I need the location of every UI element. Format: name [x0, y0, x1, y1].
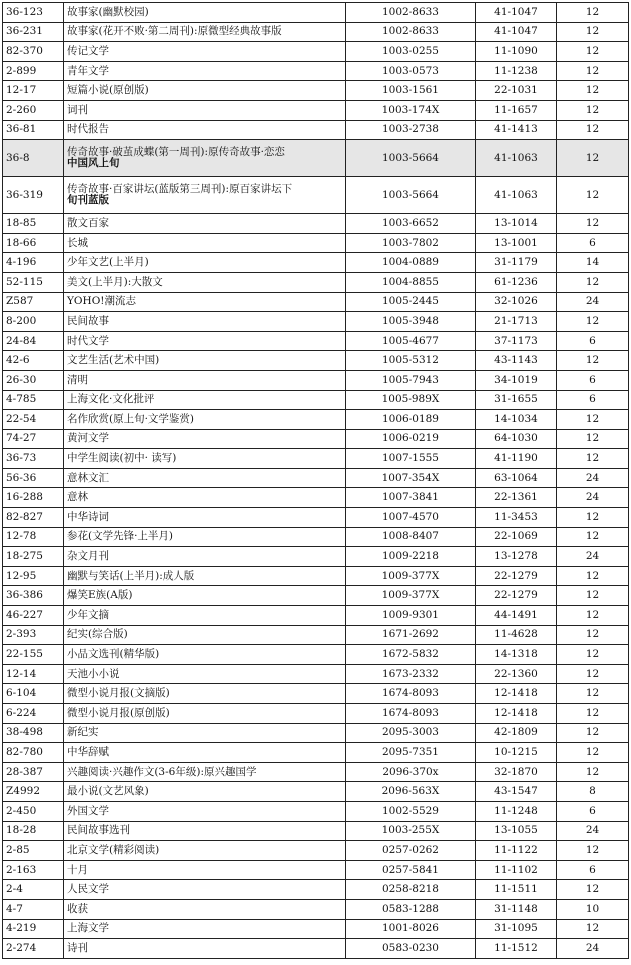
- cell-postal-code: 2-163: [3, 860, 64, 880]
- cell-frequency: 24: [557, 292, 629, 312]
- cell-postal-code: 4-785: [3, 390, 64, 410]
- cell-journal-name: 民间故事: [64, 312, 346, 332]
- cell-frequency: 12: [557, 919, 629, 939]
- cell-issn: 1007-1555: [346, 449, 476, 469]
- table-row: [3, 22, 629, 42]
- table-row: [3, 42, 629, 62]
- cell-postal-code: 2-450: [3, 801, 64, 821]
- table-row: [3, 841, 629, 861]
- cell-cn: 10-1215: [476, 743, 557, 763]
- table-row: [3, 527, 629, 547]
- cell-issn: 1009-377X: [346, 586, 476, 606]
- table-row: [3, 743, 629, 763]
- cell-postal-code: 6-104: [3, 684, 64, 704]
- table-row: [3, 782, 629, 802]
- cell-frequency: 6: [557, 390, 629, 410]
- table-row: [3, 684, 629, 704]
- cell-frequency: 8: [557, 782, 629, 802]
- cell-cn: 13-1278: [476, 547, 557, 567]
- cell-issn: 1005-7943: [346, 370, 476, 390]
- cell-frequency: 12: [557, 743, 629, 763]
- cell-cn: 12-1418: [476, 704, 557, 724]
- cell-journal-name: 青年文学: [64, 61, 346, 81]
- cell-postal-code: 22-155: [3, 645, 64, 665]
- cell-journal-name: 上海文化·文化批评: [64, 390, 346, 410]
- cell-journal-name: 故事家(幽默校园): [64, 3, 346, 23]
- cell-cn: 11-1102: [476, 860, 557, 880]
- cell-frequency: 12: [557, 429, 629, 449]
- cell-frequency: 12: [557, 762, 629, 782]
- cell-issn: 1671-2692: [346, 625, 476, 645]
- cell-frequency: 12: [557, 214, 629, 234]
- cell-journal-name: 散文百家: [64, 214, 346, 234]
- cell-cn: 11-1238: [476, 61, 557, 81]
- cell-cn: 11-3453: [476, 508, 557, 528]
- cell-issn: 1005-4677: [346, 331, 476, 351]
- cell-frequency: 6: [557, 370, 629, 390]
- cell-postal-code: 36-73: [3, 449, 64, 469]
- journal-name-line1: 传奇故事·百家讲坛(蓝版第三周刊):原百家讲坛下: [67, 183, 293, 196]
- cell-frequency: 12: [557, 704, 629, 724]
- cell-journal-name: 故事家(花开不败·第二周刊):原微型经典故事版: [64, 22, 346, 42]
- cell-journal-name: 上海文学: [64, 919, 346, 939]
- cell-issn: 2096-563X: [346, 782, 476, 802]
- cell-frequency: 10: [557, 899, 629, 919]
- cell-cn: 11-1657: [476, 100, 557, 120]
- cell-postal-code: 18-85: [3, 214, 64, 234]
- cell-issn: 1003-255X: [346, 821, 476, 841]
- journal-table: [2, 2, 629, 959]
- cell-issn: 1005-5312: [346, 351, 476, 371]
- cell-journal-name: 十月: [64, 860, 346, 880]
- cell-postal-code: 2-260: [3, 100, 64, 120]
- cell-journal-name: 人民文学: [64, 880, 346, 900]
- table-row: [3, 488, 629, 508]
- cell-postal-code: Z4992: [3, 782, 64, 802]
- cell-frequency: 12: [557, 177, 629, 214]
- cell-journal-name: 兴趣阅读·兴趣作文(3-6年级):原兴趣国学: [64, 762, 346, 782]
- cell-postal-code: 2-4: [3, 880, 64, 900]
- cell-issn: 2095-3003: [346, 723, 476, 743]
- cell-postal-code: 6-224: [3, 704, 64, 724]
- cell-issn: 1005-2445: [346, 292, 476, 312]
- journal-name-line1: 传奇故事·破茧成蝶(第一周刊):原传奇故事·恋恋: [67, 146, 285, 159]
- cell-journal-name: 微型小说月报(原创版): [64, 704, 346, 724]
- cell-cn: 22-1279: [476, 566, 557, 586]
- cell-postal-code: 74-27: [3, 429, 64, 449]
- table-row: [3, 566, 629, 586]
- table-row: [3, 100, 629, 120]
- cell-issn: 1673-2332: [346, 664, 476, 684]
- cell-issn: 1001-8026: [346, 919, 476, 939]
- cell-journal-name: 小品文选刊(精华版): [64, 645, 346, 665]
- cell-postal-code: 18-275: [3, 547, 64, 567]
- cell-issn: 1003-174X: [346, 100, 476, 120]
- cell-cn: 34-1019: [476, 370, 557, 390]
- cell-cn: 11-1511: [476, 880, 557, 900]
- cell-issn: 0583-0230: [346, 939, 476, 959]
- cell-issn: 1002-8633: [346, 22, 476, 42]
- cell-postal-code: 2-393: [3, 625, 64, 645]
- cell-issn: 1003-0573: [346, 61, 476, 81]
- cell-journal-name: 少年文艺(上半月): [64, 253, 346, 273]
- cell-issn: 1003-1561: [346, 81, 476, 101]
- cell-issn: 1007-4570: [346, 508, 476, 528]
- cell-journal-name: 少年文摘: [64, 606, 346, 626]
- table-row: [3, 253, 629, 273]
- cell-cn: 14-1034: [476, 410, 557, 430]
- cell-frequency: 6: [557, 331, 629, 351]
- table-row: [3, 292, 629, 312]
- cell-cn: 41-1047: [476, 3, 557, 23]
- cell-frequency: 12: [557, 22, 629, 42]
- cell-frequency: 14: [557, 253, 629, 273]
- cell-frequency: 12: [557, 272, 629, 292]
- table-row: [3, 860, 629, 880]
- cell-issn: 1006-0189: [346, 410, 476, 430]
- cell-frequency: 12: [557, 140, 629, 177]
- cell-cn: 11-1248: [476, 801, 557, 821]
- cell-cn: 22-1069: [476, 527, 557, 547]
- cell-postal-code: 4-219: [3, 919, 64, 939]
- cell-frequency: 12: [557, 625, 629, 645]
- cell-postal-code: 12-14: [3, 664, 64, 684]
- cell-frequency: 6: [557, 860, 629, 880]
- cell-issn: 1005-3948: [346, 312, 476, 332]
- table-row: [3, 723, 629, 743]
- cell-frequency: 12: [557, 841, 629, 861]
- cell-issn: 2096-370x: [346, 762, 476, 782]
- cell-cn: 14-1318: [476, 645, 557, 665]
- cell-issn: 1674-8093: [346, 684, 476, 704]
- cell-frequency: 12: [557, 100, 629, 120]
- cell-journal-name: 名作欣赏(原上旬·文学鉴赏): [64, 410, 346, 430]
- table-row: [3, 233, 629, 253]
- cell-frequency: 12: [557, 410, 629, 430]
- cell-journal-name: 中学生阅读(初中· 读写): [64, 449, 346, 469]
- cell-cn: 31-1148: [476, 899, 557, 919]
- cell-issn: 1004-8855: [346, 272, 476, 292]
- table-row: [3, 81, 629, 101]
- cell-journal-name: 黄河文学: [64, 429, 346, 449]
- cell-issn: 1674-8093: [346, 704, 476, 724]
- cell-postal-code: 46-227: [3, 606, 64, 626]
- cell-frequency: 12: [557, 3, 629, 23]
- cell-frequency: 12: [557, 880, 629, 900]
- table-row: [3, 625, 629, 645]
- cell-cn: 32-1870: [476, 762, 557, 782]
- cell-cn: 13-1014: [476, 214, 557, 234]
- cell-postal-code: 36-81: [3, 120, 64, 140]
- cell-cn: 64-1030: [476, 429, 557, 449]
- cell-postal-code: 12-17: [3, 81, 64, 101]
- cell-frequency: 24: [557, 547, 629, 567]
- table-row: [3, 214, 629, 234]
- cell-journal-name: 意林文汇: [64, 468, 346, 488]
- cell-frequency: 12: [557, 312, 629, 332]
- table-row: [3, 704, 629, 724]
- cell-postal-code: 36-319: [3, 177, 64, 214]
- table-row: [3, 410, 629, 430]
- cell-cn: 11-1512: [476, 939, 557, 959]
- cell-issn: 1004-0889: [346, 253, 476, 273]
- cell-cn: 31-1179: [476, 253, 557, 273]
- cell-frequency: 24: [557, 821, 629, 841]
- cell-journal-name: 传记文学: [64, 42, 346, 62]
- table-row: [3, 120, 629, 140]
- table-row: [3, 606, 629, 626]
- cell-issn: 1007-3841: [346, 488, 476, 508]
- table-row: [3, 821, 629, 841]
- cell-journal-name: 收获: [64, 899, 346, 919]
- cell-cn: 41-1047: [476, 22, 557, 42]
- cell-postal-code: 82-827: [3, 508, 64, 528]
- cell-frequency: 12: [557, 684, 629, 704]
- cell-postal-code: Z587: [3, 292, 64, 312]
- cell-postal-code: 16-288: [3, 488, 64, 508]
- cell-cn: 37-1173: [476, 331, 557, 351]
- cell-issn: 0258-8218: [346, 880, 476, 900]
- cell-postal-code: 18-66: [3, 233, 64, 253]
- cell-journal-name: 文艺生活(艺术中国): [64, 351, 346, 371]
- cell-journal-name: 微型小说月报(文摘版): [64, 684, 346, 704]
- cell-journal-name: 诗刊: [64, 939, 346, 959]
- cell-issn: 1003-0255: [346, 42, 476, 62]
- cell-cn: 31-1655: [476, 390, 557, 410]
- cell-journal-name: 爆笑E族(A版): [64, 586, 346, 606]
- cell-cn: 12-1418: [476, 684, 557, 704]
- table-row: [3, 370, 629, 390]
- cell-frequency: 12: [557, 61, 629, 81]
- cell-frequency: 12: [557, 586, 629, 606]
- table-row: [3, 762, 629, 782]
- cell-journal-name: 新纪实: [64, 723, 346, 743]
- cell-postal-code: 2-899: [3, 61, 64, 81]
- table-row: [3, 939, 629, 959]
- table-row: [3, 449, 629, 469]
- cell-postal-code: 36-386: [3, 586, 64, 606]
- table-row: [3, 61, 629, 81]
- cell-journal-name: 中华辞赋: [64, 743, 346, 763]
- cell-issn: 0257-0262: [346, 841, 476, 861]
- cell-issn: 1008-8407: [346, 527, 476, 547]
- cell-postal-code: 36-231: [3, 22, 64, 42]
- cell-frequency: 12: [557, 351, 629, 371]
- cell-cn: 11-1090: [476, 42, 557, 62]
- cell-postal-code: 82-780: [3, 743, 64, 763]
- cell-journal-name: 参花(文学先锋·上半月): [64, 527, 346, 547]
- cell-frequency: 12: [557, 645, 629, 665]
- cell-frequency: 24: [557, 488, 629, 508]
- cell-postal-code: 12-78: [3, 527, 64, 547]
- table-row: [3, 468, 629, 488]
- cell-journal-name: 外国文学: [64, 801, 346, 821]
- cell-journal-name: [64, 177, 346, 214]
- cell-journal-name: 杂文月刊: [64, 547, 346, 567]
- cell-journal-name: 清明: [64, 370, 346, 390]
- cell-cn: 42-1809: [476, 723, 557, 743]
- cell-journal-name: 时代报告: [64, 120, 346, 140]
- cell-issn: 1005-989X: [346, 390, 476, 410]
- cell-frequency: 6: [557, 233, 629, 253]
- cell-cn: 41-1190: [476, 449, 557, 469]
- cell-postal-code: 26-30: [3, 370, 64, 390]
- cell-cn: 31-1095: [476, 919, 557, 939]
- table-row: [3, 801, 629, 821]
- cell-issn: 0257-5841: [346, 860, 476, 880]
- cell-frequency: 12: [557, 566, 629, 586]
- cell-issn: 1002-8633: [346, 3, 476, 23]
- cell-journal-name: 长城: [64, 233, 346, 253]
- table-row: [3, 331, 629, 351]
- cell-postal-code: 24-84: [3, 331, 64, 351]
- cell-journal-name: 幽默与笑话(上半月):成人版: [64, 566, 346, 586]
- journal-name-line2: 旬刊蓝版: [67, 194, 109, 207]
- cell-issn: 1007-354X: [346, 468, 476, 488]
- table-row: [3, 664, 629, 684]
- cell-cn: 22-1360: [476, 664, 557, 684]
- cell-cn: 41-1063: [476, 140, 557, 177]
- cell-journal-name: 纪实(综合版): [64, 625, 346, 645]
- cell-journal-name: 词刊: [64, 100, 346, 120]
- cell-cn: 61-1236: [476, 272, 557, 292]
- cell-journal-name: 短篇小说(原创版): [64, 81, 346, 101]
- cell-issn: 1003-5664: [346, 140, 476, 177]
- cell-cn: 43-1143: [476, 351, 557, 371]
- cell-cn: 41-1063: [476, 177, 557, 214]
- cell-postal-code: 36-8: [3, 140, 64, 177]
- table-row: [3, 312, 629, 332]
- cell-postal-code: 4-196: [3, 253, 64, 273]
- cell-frequency: 24: [557, 939, 629, 959]
- cell-issn: 1003-5664: [346, 177, 476, 214]
- cell-cn: 43-1547: [476, 782, 557, 802]
- cell-frequency: 12: [557, 42, 629, 62]
- table-row: [3, 140, 629, 177]
- cell-frequency: 24: [557, 468, 629, 488]
- cell-cn: 63-1064: [476, 468, 557, 488]
- cell-cn: 21-1713: [476, 312, 557, 332]
- table-row: [3, 177, 629, 214]
- cell-frequency: 12: [557, 527, 629, 547]
- table-row: [3, 3, 629, 23]
- cell-postal-code: 12-95: [3, 566, 64, 586]
- cell-issn: 1003-6652: [346, 214, 476, 234]
- cell-frequency: 12: [557, 120, 629, 140]
- table-row: [3, 351, 629, 371]
- cell-postal-code: 56-36: [3, 468, 64, 488]
- cell-frequency: 12: [557, 723, 629, 743]
- cell-journal-name: 天池小小说: [64, 664, 346, 684]
- cell-cn: 22-1279: [476, 586, 557, 606]
- cell-journal-name: 时代文学: [64, 331, 346, 351]
- cell-postal-code: 28-387: [3, 762, 64, 782]
- cell-issn: 1009-377X: [346, 566, 476, 586]
- cell-issn: 1006-0219: [346, 429, 476, 449]
- cell-postal-code: 36-123: [3, 3, 64, 23]
- table-row: [3, 899, 629, 919]
- cell-postal-code: 18-28: [3, 821, 64, 841]
- cell-journal-name: 意林: [64, 488, 346, 508]
- cell-cn: 11-4628: [476, 625, 557, 645]
- cell-journal-name: 美文(上半月):大散文: [64, 272, 346, 292]
- table-row: [3, 390, 629, 410]
- cell-cn: 44-1491: [476, 606, 557, 626]
- table-row: [3, 547, 629, 567]
- table-row: [3, 429, 629, 449]
- cell-cn: 22-1031: [476, 81, 557, 101]
- cell-issn: 1002-5529: [346, 801, 476, 821]
- table-row: [3, 272, 629, 292]
- cell-postal-code: 22-54: [3, 410, 64, 430]
- cell-journal-name: 最小说(文艺风象): [64, 782, 346, 802]
- cell-issn: 1672-5832: [346, 645, 476, 665]
- cell-frequency: 12: [557, 664, 629, 684]
- table-row: [3, 508, 629, 528]
- table-row: [3, 586, 629, 606]
- journal-table-body: [3, 3, 629, 959]
- cell-cn: 11-1122: [476, 841, 557, 861]
- cell-issn: 1003-7802: [346, 233, 476, 253]
- cell-frequency: 6: [557, 801, 629, 821]
- cell-frequency: 12: [557, 81, 629, 101]
- cell-frequency: 12: [557, 449, 629, 469]
- table-row: [3, 645, 629, 665]
- table-row: [3, 880, 629, 900]
- cell-postal-code: 42-6: [3, 351, 64, 371]
- cell-postal-code: 82-370: [3, 42, 64, 62]
- cell-cn: 13-1055: [476, 821, 557, 841]
- cell-cn: 32-1026: [476, 292, 557, 312]
- cell-frequency: 12: [557, 508, 629, 528]
- cell-cn: 13-1001: [476, 233, 557, 253]
- cell-journal-name: 中华诗词: [64, 508, 346, 528]
- cell-cn: 22-1361: [476, 488, 557, 508]
- cell-postal-code: 38-498: [3, 723, 64, 743]
- cell-issn: 1009-9301: [346, 606, 476, 626]
- cell-frequency: 12: [557, 606, 629, 626]
- cell-journal-name: 民间故事选刊: [64, 821, 346, 841]
- cell-cn: 41-1413: [476, 120, 557, 140]
- cell-postal-code: 4-7: [3, 899, 64, 919]
- journal-name-line2: 中国风上旬: [67, 157, 120, 170]
- table-row: [3, 919, 629, 939]
- cell-postal-code: 2-274: [3, 939, 64, 959]
- cell-journal-name: 北京文学(精彩阅读): [64, 841, 346, 861]
- cell-issn: 2095-7351: [346, 743, 476, 763]
- cell-postal-code: 52-115: [3, 272, 64, 292]
- cell-postal-code: 2-85: [3, 841, 64, 861]
- cell-issn: 1009-2218: [346, 547, 476, 567]
- cell-postal-code: 8-200: [3, 312, 64, 332]
- cell-journal-name: YOHO!潮流志: [64, 292, 346, 312]
- cell-issn: 1003-2738: [346, 120, 476, 140]
- cell-journal-name: [64, 140, 346, 177]
- cell-issn: 0583-1288: [346, 899, 476, 919]
